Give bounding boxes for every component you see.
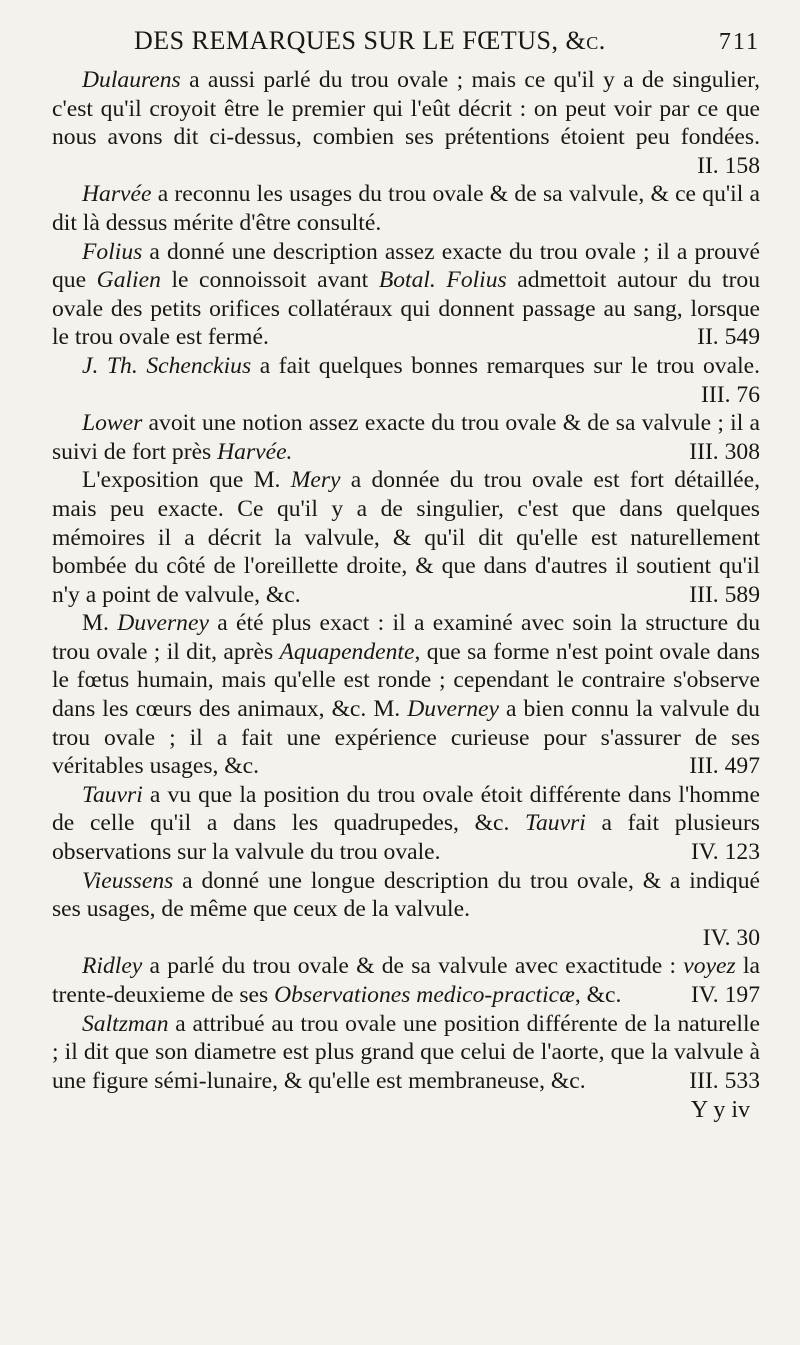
entry-saltzman bbox=[52, 1010, 760, 1096]
author-name: Saltzman bbox=[82, 1010, 169, 1037]
volume-reference: III. 497 bbox=[689, 753, 760, 780]
entry-text: L'exposition que M. Mery a donnée du trou ovale est fort détaillée, mais peu exacte. Ce qu'il y a de singulier, c'est que dans quelques mémoires il a décrit la valvule, & qu'il dit qu'elle est naturellement bombée du côté de l'oreillette droite, & que dans d'autres il soutient qu'il n'y a point de valvule, &c. bbox=[52, 467, 761, 608]
author-name: Vieussens bbox=[82, 867, 174, 894]
author-name: Duverney bbox=[117, 610, 209, 637]
volume-reference: III. 308 bbox=[689, 438, 760, 465]
author-name: Lower bbox=[82, 410, 143, 437]
volume-reference: II. 158 bbox=[697, 152, 760, 179]
entry-text: J. Th. Schenckius a fait quelques bonnes remarques sur le trou ovale. bbox=[82, 352, 760, 379]
entry-ridley bbox=[52, 952, 760, 1009]
running-title: DES REMARQUES SUR LE FŒTUS, &c. bbox=[134, 26, 606, 55]
author-name: Ridley bbox=[82, 953, 143, 980]
volume-reference: III. 589 bbox=[689, 581, 760, 608]
signature-mark: Y y iv bbox=[690, 1097, 750, 1124]
entry-schenckius bbox=[52, 352, 760, 409]
entry-text: Saltzman a attribué au trou ovale une position différente de la naturelle ; il dit que son diametre est plus grand que celui de l'aorte, que la valvule à une figure sémi-lunaire, & qu'elle est membraneuse, &c. bbox=[52, 1010, 760, 1094]
entry-harvee bbox=[52, 180, 760, 237]
entry-folius bbox=[52, 238, 760, 352]
entry-text: Dulaurens a aussi parlé du trou ovale ; mais ce qu'il y a de singulier, c'est qu'il croyoit être le premier qui l'eût décrit : on peut voir par ce que nous avons dit ci-dessus, combien ses prétentions étoient peu fondées. bbox=[52, 67, 760, 151]
author-name: Harvée bbox=[82, 181, 152, 208]
volume-reference: III. 533 bbox=[689, 1067, 760, 1094]
author-name: Tauvri bbox=[82, 781, 143, 808]
author-name: Mery bbox=[290, 467, 341, 494]
author-name: Folius bbox=[82, 238, 143, 265]
running-head bbox=[52, 26, 760, 64]
volume-reference: IV. 197 bbox=[690, 982, 760, 1008]
author-name: J. Th. Schenckius bbox=[82, 352, 252, 379]
entry-text: Lower avoit une notion assez exacte du trou ovale & de sa valvule ; il a suivi de fort près Harvée. bbox=[52, 410, 760, 465]
entry-mery bbox=[52, 466, 760, 609]
entry-text: Harvée a reconnu les usages du trou ovale & de sa valvule, & ce qu'il a dit là dessus mérite d'être consulté. bbox=[52, 181, 760, 236]
entry-text: M. Duverney a été plus exact : il a examiné avec soin la structure du trou ovale ; il dit, après Aquapendente, que sa forme n'est point ovale dans le fœtus humain, mais qu'elle est ronde ; cependant le contraire s'observe dans les cœurs des animaux, &c. M. Duverney a bien connu la valvule du trou ovale ; il a fait une expérience curieuse pour s'assurer de ses véritables usages, &c. bbox=[52, 610, 761, 780]
entry-text: Folius a donné une description assez exacte du trou ovale ; il a prouvé que Galien le connoissoit avant Botal. Folius admettoit autour du trou ovale des petits orifices collatéraux qui donnent passage au sang, lorsque le trou ovale est fermé. bbox=[52, 238, 761, 351]
entry-text: Vieussens a donné une longue description du trou ovale, & a indiqué ses usages, de même que ceux de la valvule. bbox=[52, 867, 760, 923]
entries-list bbox=[52, 66, 760, 1095]
entry-text: Ridley a parlé du trou ovale & de sa valvule avec exactitude : voyez la trente-deuxieme de ses Observationes medico-practicæ, &c. bbox=[52, 953, 760, 1008]
entry-text: Tauvri a vu que la position du trou ovale étoit différente dans l'homme de celle qu'il a dans les quadrupedes, &c. Tauvri a fait plusieurs observations sur la valvule du trou ovale. bbox=[52, 781, 760, 866]
entry-tauvri bbox=[52, 781, 760, 867]
page-number: 711 bbox=[718, 29, 760, 55]
volume-reference: III. 76 bbox=[701, 381, 760, 408]
entry-lower bbox=[52, 409, 760, 466]
volume-reference: II. 549 bbox=[697, 324, 760, 351]
volume-reference: IV. 123 bbox=[690, 839, 760, 866]
entry-dulaurens bbox=[52, 66, 760, 180]
author-name: Dulaurens bbox=[82, 67, 181, 93]
volume-reference: IV. 30 bbox=[702, 924, 760, 951]
entry-duverney bbox=[52, 609, 760, 781]
entry-vieussens bbox=[52, 867, 760, 953]
